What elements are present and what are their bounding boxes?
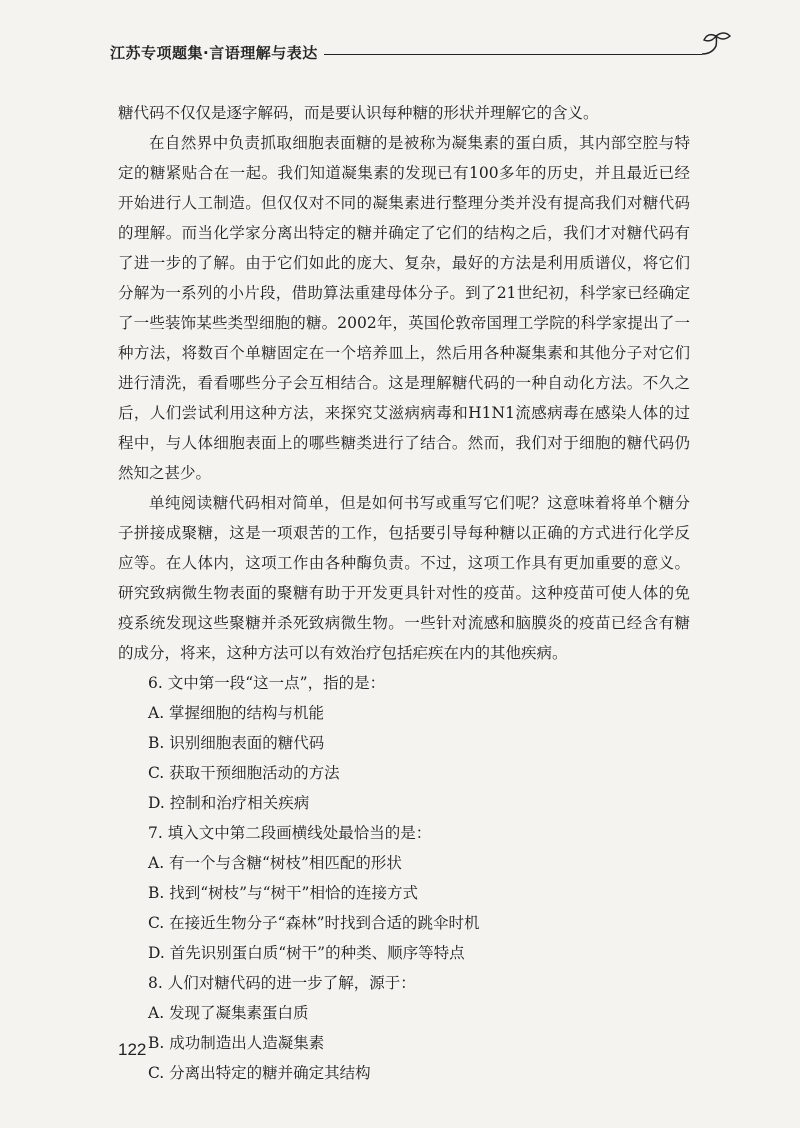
question-6: [118, 668, 690, 818]
page-number: 122: [118, 1040, 147, 1059]
option-a: A. 有一个与含糖“树枝”相匹配的形状: [148, 854, 402, 872]
running-header: [110, 40, 730, 70]
option-c: C. 获取干预细胞活动的方法: [148, 764, 340, 782]
option-c: C. 在接近生物分子“森林”时找到合适的跳伞时机: [148, 914, 480, 932]
option-b: B. 成功制造出人造凝集素: [148, 1034, 325, 1052]
option-d: D. 控制和治疗相关疾病: [148, 794, 310, 812]
header-title: 江苏专项题集·言语理解与表达: [110, 42, 324, 63]
question-7: [118, 818, 690, 968]
question-stem: 8. 人们对糖代码的进一步了解，源于：: [148, 974, 416, 992]
option-a: A. 发现了凝集素蛋白质: [148, 1004, 309, 1022]
paragraph: 单纯阅读糖代码相对简单，但是如何书写或重写它们呢？这意味着将单个糖分子拼接成聚糖，这是一项艰苦的工作，包括要引导每种糖以正确的方式进行化学反应等。在人体内，这项工作由各种酶负责。不过，这项工作具有更加重要的意义。研究致病微生物表面的聚糖有助于开发更具针对性的疫苗。这种疫苗可使人体的免疫系统发现这些聚糖并杀死致病微生物。一些针对流感和脑膜炎的疫苗已经含有糖的成分，将来，这种方法可以有效治疗包括疟疾在内的其他疾病。: [118, 494, 690, 662]
option-d: D. 首先识别蛋白质“树干”的种类、顺序等特点: [148, 944, 465, 962]
question-stem: 7. 填入文中第二段画横线处最恰当的是：: [148, 824, 432, 842]
option-c: C. 分离出特定的糖并确定其结构: [148, 1064, 371, 1082]
paragraph: 糖代码不仅仅是逐字解码，而是要认识每种糖的形状并理解它的含义。: [118, 104, 599, 122]
paragraph: 在自然界中负责抓取细胞表面糖的是被称为凝集素的蛋白质，其内部空腔与特定的糖紧贴合在一起。我们知道凝集素的发现已有100多年的历史，并且最近已经开始进行人工制造。但仅仅对不同的凝集素进行整理分类并没有提高我们对糖代码的理解。而当化学家分离出特定的糖并确定了它们的结构之后，我们才对糖代码有了进一步的了解。由于它们如此的庞大、复杂，最好的方法是利用质谱仪，将它们分解为一系列的小片段，借助算法重建母体分子。到了21世纪初，科学家已经确定了一些装饰某些类型细胞的糖。2002年，英国伦敦帝国理工学院的科学家提出了一种方法，将数百个单糖固定在一个培养皿上，然后用各种凝集素和其他分子对它们进行清洗，看看哪些分子会互相结合。这是理解糖代码的一种自动化方法。不久之后，人们尝试利用这种方法，来探究艾滋病病毒和H1N1流感病毒在感染人体的过程中，与人体细胞表面上的哪些糖类进行了结合。然而，我们对于细胞的糖代码仍然知之甚少。: [118, 134, 690, 482]
option-b: B. 找到“树枝”与“树干”相恰的连接方式: [148, 884, 418, 902]
question-stem: 6. 文中第一段“这一点”，指的是：: [148, 674, 386, 692]
option-b: B. 识别细胞表面的糖代码: [148, 734, 325, 752]
option-a: A. 掌握细胞的结构与机能: [148, 704, 325, 722]
sprout-icon: [696, 30, 736, 62]
question-8: [118, 968, 690, 1088]
main-content: [118, 98, 690, 1088]
